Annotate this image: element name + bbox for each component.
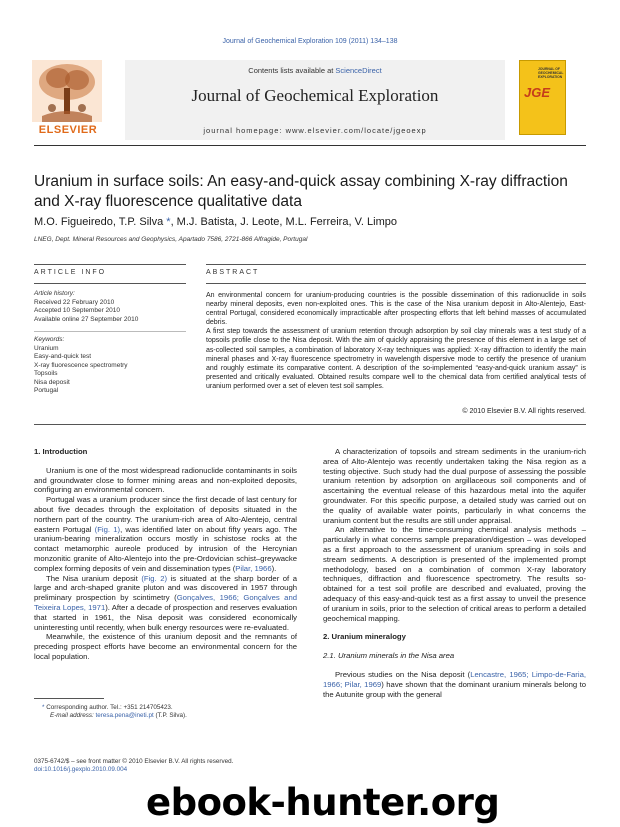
article-history (34, 290, 194, 324)
journal-cover-thumbnail (519, 60, 566, 135)
history-received: Received 22 February 2010 (34, 298, 115, 306)
abstract-paragraph: A first step towards the assessment of uranium retention through adsorption by soil clay minerals was a test study of a topsoils profile close to the Nisa deposit. With the aim of quickly appraising the presence of this element in a large set of as-collected soil samples, a combination of laboratory X-ray techniques was applied: X-ray diffraction to identify the main mineral phases and X-ray fluorescence spectrometry in wavelength dispersive mode to certify the presence of uranium and roughly estimate its comparative content. A description of the so-implemented “easy-and-quick uranium assay” is presented and critically evaluated. Obtained results compare well to the chemical data from certified analytical tests of uranium performed over a set of eleven test soil samples. (206, 328, 586, 390)
doi-link[interactable]: doi:10.1016/j.gexplo.2010.09.004 (34, 766, 128, 773)
abstract-paragraph: An environmental concern for uranium-producing countries is the possible dissemination of this radionuclide in soils nearby mineral deposits, even non-exploited ones. This is the case of the Nisa uranium deposit in Alto-Alentejo, East-central Portugal, considered economically impracticable after prospecting efforts that left behind masses of accumulated debris. (206, 292, 586, 327)
keyword-item: Easy-and-quick test (34, 353, 92, 360)
abstract-copyright: © 2010 Elsevier B.V. All rights reserved. (462, 408, 586, 415)
affiliation: LNEG, Dept. Mineral Resources and Geophysics, Apartado 7586, 2721-866 Alfragide, Portugal (34, 236, 308, 243)
authors-first: M.O. Figueiredo, T.P. Silva (34, 216, 164, 228)
journal-title: Journal of Geochemical Exploration (191, 86, 439, 105)
abstract-rule (206, 283, 586, 284)
sciencedirect-link[interactable]: ScienceDirect (335, 66, 382, 75)
body-left-column (34, 447, 297, 662)
body-paragraph: Meanwhile, the existence of this uranium deposit and the remnants of preceding prospect efforts have become an environmental concern for the local population. (34, 632, 297, 661)
journal-citation[interactable]: Journal of Geochemical Exploration 109 (2011) 134–138 (222, 38, 398, 45)
figure-link[interactable]: (Fig. 1) (94, 524, 121, 534)
keyword-item: Topsoils (34, 370, 58, 377)
email-link[interactable]: teresa.pena@ineti.pt (95, 712, 154, 719)
issn-line: 0375-6742/$ – see front matter © 2010 Elsevier B.V. All rights reserved. (34, 758, 234, 765)
figure-link[interactable]: (Fig. 2) (141, 573, 168, 583)
keywords-label: Keywords: (34, 336, 65, 343)
citation-link[interactable]: Pilar, 1966 (235, 563, 272, 573)
history-label: Article history: (34, 290, 75, 297)
text-run: , was identified later on about fifty years ago. The uranium-bearing mineralization occurs mostly in schistose rocks at the contact metamorphic aureole produced by intrusion of the Hercynian monzonitic granite of Alto-Alentejo into the pre-Ordovician schist–greywacke complex forming deposits of vein and dissemination types ( (34, 524, 297, 573)
contents-prefix: Contents lists available at (248, 66, 336, 75)
abstract-body (206, 291, 586, 391)
text-run: Portugal was a uranium producer since the first decade of last century for about five decades through the exploitation of deposits situated in the northern part of the country. The uranium-rich area of Alto-Alentejo, central eastern Portugal (34, 495, 297, 534)
body-paragraph (34, 495, 297, 573)
paper-title: Uranium in surface soils: An easy-and-quick assay combining X-ray diffraction and X-ray fluorescence qualitative data (34, 173, 568, 210)
keyword-item: Uranium (34, 344, 59, 352)
article-info-heading: ARTICLE INFO (34, 269, 107, 276)
body-paragraph: Uranium is one of the most widespread radionuclide contaminants in soils and groundwater close to former mining areas and non-exploited deposits, configuring an environmental concern. (34, 465, 297, 495)
history-accepted: Accepted 10 September 2010 (34, 307, 121, 314)
keyword-item: Portugal (34, 387, 59, 394)
text-run: ). (271, 563, 277, 573)
author-list (34, 216, 594, 228)
keyword-item: X-ray fluorescence spectrometry (34, 361, 128, 369)
footnote-rule (34, 698, 104, 699)
body-paragraph: An alternative to the time-consuming chemical analysis methods – particularly in what concerns sample preparation/digestion – was developed as a first approach to the assessment of uranium spreading in soils and stream sediments. A description is presented of the implemented prompt methodology, based on a combination of common X-ray laboratory techniques, diffraction and fluorescence spectrometry. The results so-obtained for a test soil profile are described and evaluated, proving the adequacy of this easy-and-quick test as a first assay to unveil the presence of uranium in soils, prior to the selection of critical areas to perform a detailed geochemical mapping. (323, 525, 586, 623)
cover-title: JOURNAL OF GEOCHEMICAL EXPLORATION (538, 67, 564, 79)
body-paragraph: A characterization of topsoils and stream sediments in the uranium-rich area of Alto-Alentejo was recently undertaken taking the Nisa region as a testing objective. Such study had the dual purpose of assessing the possible uranium retention by adsorption on argillaceous soil components and of ascertaining the eventual release of this hazardous metal into the aquifer groundwater. For this specific purpose, a detailed study was carried out on the quality of available water points, particularly in what concerns the uranium content but the results are still under appraisal. (323, 447, 586, 525)
header-rule (34, 145, 586, 146)
history-online: Available online 27 September 2010 (34, 315, 139, 323)
article-info-rule (34, 283, 186, 284)
abstract-bottom-rule (34, 424, 586, 425)
cover-abbrev: JGE (524, 85, 551, 100)
citation-link[interactable]: Lencastre, 1965; Limpo-de-Faria, 1966; Pilar, 1969 (323, 669, 586, 689)
citation-link[interactable]: Gonçalves, 1966; Gonçalves and Teixeira Lopes, 1971 (34, 593, 298, 612)
keyword-item: Nisa deposit (34, 378, 70, 386)
article-info-top-rule (34, 264, 186, 265)
abstract-top-rule (206, 264, 586, 265)
corresponding-author-marker[interactable]: * (166, 216, 171, 228)
watermark-text: ebook-hunter.org (146, 781, 500, 824)
keywords-rule (34, 331, 186, 332)
text-run: Previous studies on the Nisa deposit ( (335, 669, 471, 679)
section-heading: 2. Uranium mineralogy (323, 632, 406, 642)
keywords-block (34, 336, 194, 396)
body-right-column (323, 447, 586, 699)
journal-homepage[interactable]: journal homepage: www.elsevier.com/locate/jgeoexp (203, 126, 427, 135)
text-run: ) have shown that the dominant uranium minerals belong to the Autunite group with the general (323, 679, 586, 699)
footnote (34, 704, 297, 720)
body-paragraph (323, 670, 586, 699)
authors-rest: , M.J. Batista, J. Leote, M.L. Ferreira, V. Limpo (170, 216, 397, 228)
text-run: is situated at the sharp border of a large and arch-shaped granite pluton and was discovered in 1957 through preliminary prospection by scintimetry ( (34, 573, 297, 603)
email-label: E-mail address: (50, 712, 96, 719)
body-paragraph (34, 574, 297, 633)
email-suffix: (T.P. Silva). (153, 712, 187, 719)
elsevier-wordmark: ELSEVIER (38, 124, 98, 136)
footnote-corresponding: Corresponding author. Tel.: +351 214705423. (44, 704, 173, 711)
text-run: The Nisa uranium deposit (46, 573, 142, 583)
front-matter (34, 758, 334, 774)
contents-line (125, 66, 505, 75)
abstract-heading: ABSTRACT (206, 269, 260, 276)
text-run: ). After a decade of prospection and reserves evaluation that started in 1961, the Nisa deposit was considered economically uninteresting until recently, when bulk energy resources were re-evaluated. (34, 602, 297, 632)
subsection-heading: 2.1. Uranium minerals in the Nisa area (323, 651, 455, 661)
section-heading: 1. Introduction (34, 447, 88, 456)
footnote-star: * (42, 704, 45, 711)
